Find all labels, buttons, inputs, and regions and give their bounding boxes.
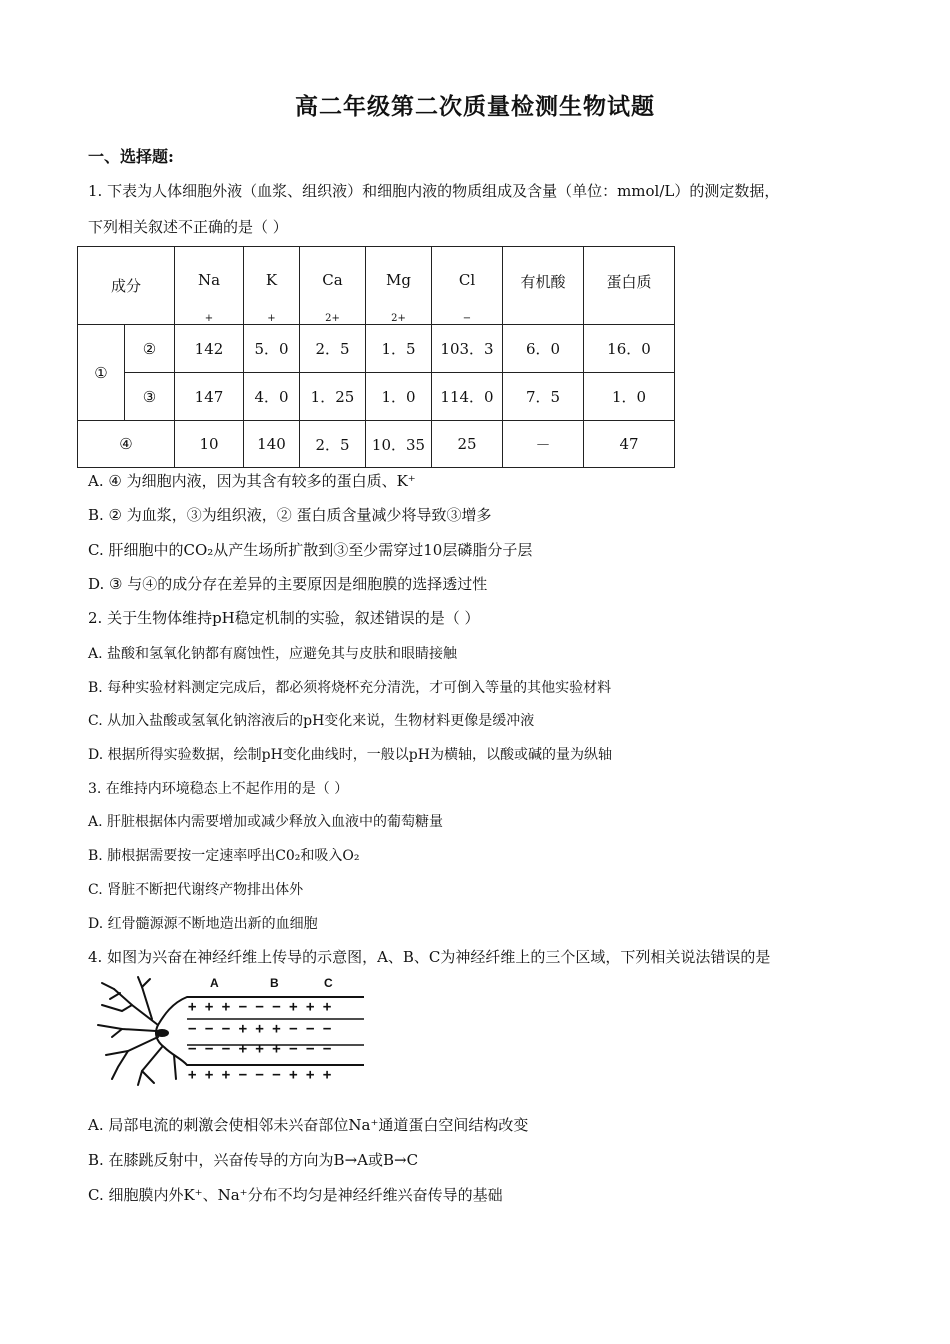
q1-stem-line1: 1. 下表为人体细胞外液（血浆、组织液）和细胞内液的物质组成及含量（单位：mmol/L）的测定数据，: [88, 182, 780, 200]
q3-option-a: A. 肝脏根据体内需要增加或减少释放入血液中的葡萄糖量: [88, 814, 444, 830]
region-label-c: C: [324, 976, 333, 990]
header-base: Na: [197, 271, 221, 289]
q2-option-b: B. 每种实验材料测定完成后，都必须将烧杯充分清洗，才可倒入等量的其他实验材料: [88, 680, 612, 696]
header-base: K: [265, 271, 278, 289]
region-label-a: A: [210, 976, 219, 990]
q1-option-c: C. 肝细胞中的CO₂从产生场所扩散到③至少需穿过10层磷脂分子层: [88, 541, 533, 559]
header-sup: +: [204, 313, 214, 324]
table-cell: 114．0: [432, 373, 503, 421]
group-label-cell: ①: [78, 325, 125, 421]
header-sup: 2+: [325, 313, 340, 324]
table-row: [78, 373, 675, 421]
q3-stem: 3. 在维持内环境稳态上不起作用的是（ ）: [88, 781, 349, 797]
table-cell: 1．25: [300, 373, 366, 421]
header-base: Cl: [458, 271, 476, 289]
header-base: Ca: [322, 271, 343, 289]
table-cell: 1．5: [366, 325, 432, 373]
table-cell: 1．0: [366, 373, 432, 421]
table-header-cell: [366, 247, 432, 325]
table-cell: 2．5: [300, 421, 366, 468]
neuron-cell-body-drawing: [98, 977, 187, 1085]
header-base: 蛋白质: [606, 273, 652, 291]
table-cell: 4．0: [244, 373, 300, 421]
header-sup: −: [462, 313, 472, 324]
table-cell: －: [503, 421, 584, 468]
table-header-cell: [175, 247, 244, 325]
nucleus-shape: [155, 1029, 169, 1037]
region-label-b: B: [270, 976, 279, 990]
table-cell: 5．0: [244, 325, 300, 373]
q4-stem: 4. 如图为兴奋在神经纤维上传导的示意图，A、B、C为神经纤维上的三个区域，下列相关说法错误的是: [88, 948, 771, 966]
q2-stem: 2. 关于生物体维持pH稳定机制的实验，叙述错误的是（ ）: [88, 609, 480, 627]
nerve-fiber-diagram: [92, 975, 367, 1090]
table-cell: 142: [175, 325, 244, 373]
table-header-cell: [300, 247, 366, 325]
header-sup: 2+: [391, 313, 406, 324]
table-cell: 1．0: [584, 373, 675, 421]
table-cell: 25: [432, 421, 503, 468]
q3-option-b: B. 肺根据需要按一定速率呼出C0₂和吸入O₂: [88, 848, 360, 864]
table-cell: 47: [584, 421, 675, 468]
row-label: ②: [125, 325, 175, 373]
charge-row-outer-bottom: + + + − − − + + +: [188, 1067, 332, 1083]
table-cell: 6．0: [503, 325, 584, 373]
q2-option-d: D. 根据所得实验数据，绘制pH变化曲线时，一般以pH为横轴，以酸或碱的量为纵轴: [88, 747, 612, 763]
q2-option-c: C. 从加入盐酸或氢氧化钠溶液后的pH变化来说，生物材料更像是缓冲液: [88, 713, 535, 729]
q1-option-a: A. ④ 为细胞内液，因为其含有较多的蛋白质、K⁺: [88, 472, 416, 490]
table-row: [78, 421, 675, 468]
header-sup: +: [267, 313, 276, 324]
table-header-cell: [503, 247, 584, 325]
page-title: 高二年级第二次质量检测生物试题: [295, 93, 655, 120]
header-base: Mg: [386, 271, 411, 289]
q1-option-d: D. ③ 与④的成分存在差异的主要原因是细胞膜的选择透过性: [88, 575, 488, 593]
table-cell: 10: [175, 421, 244, 468]
header-base: 有机酸: [520, 273, 566, 291]
q1-option-b: B. ② 为血浆，③为组织液，② 蛋白质含量减少将导致③增多: [88, 506, 492, 524]
q1-stem-line2: 下列相关叙述不正确的是（ ）: [88, 218, 288, 236]
row-label: ③: [125, 373, 175, 421]
table-cell: 147: [175, 373, 244, 421]
table-header-row: [78, 247, 675, 325]
table-cell: 103．3: [432, 325, 503, 373]
table-header-cell: [432, 247, 503, 325]
q3-option-c: C. 肾脏不断把代谢终产物排出体外: [88, 882, 304, 898]
charge-row-inner-bottom: − − − + + + − − −: [188, 1041, 332, 1057]
q2-option-a: A. 盐酸和氢氧化钠都有腐蚀性，应避免其与皮肤和眼睛接触: [88, 646, 458, 662]
charge-row-outer-top: + + + − − − + + +: [188, 999, 332, 1015]
q4-option-a: A. 局部电流的刺激会使相邻未兴奋部位Na⁺通道蛋白空间结构改变: [88, 1116, 529, 1134]
table-corner-cell: [78, 247, 175, 325]
corner-label: 成分: [110, 277, 141, 295]
table-header-cell: [584, 247, 675, 325]
charge-row-inner-top: − − − + + + − − −: [188, 1021, 332, 1037]
composition-table: [77, 246, 675, 468]
table-cell: 10．35: [366, 421, 432, 468]
table-cell: 7．5: [503, 373, 584, 421]
row-label: ④: [78, 421, 175, 468]
q4-option-b: B. 在膝跳反射中，兴奋传导的方向为B→A或B→C: [88, 1151, 419, 1169]
table-header-cell: [244, 247, 300, 325]
table-cell: 140: [244, 421, 300, 468]
table-cell: 2．5: [300, 325, 366, 373]
section-heading: 一、选择题:: [88, 147, 174, 166]
table-cell: 16．0: [584, 325, 675, 373]
table-row: [78, 325, 675, 373]
q3-option-d: D. 红骨髓源源不断地造出新的血细胞: [88, 916, 318, 932]
q4-option-c: C. 细胞膜内外K⁺、Na⁺分布不均匀是神经纤维兴奋传导的基础: [88, 1186, 503, 1204]
